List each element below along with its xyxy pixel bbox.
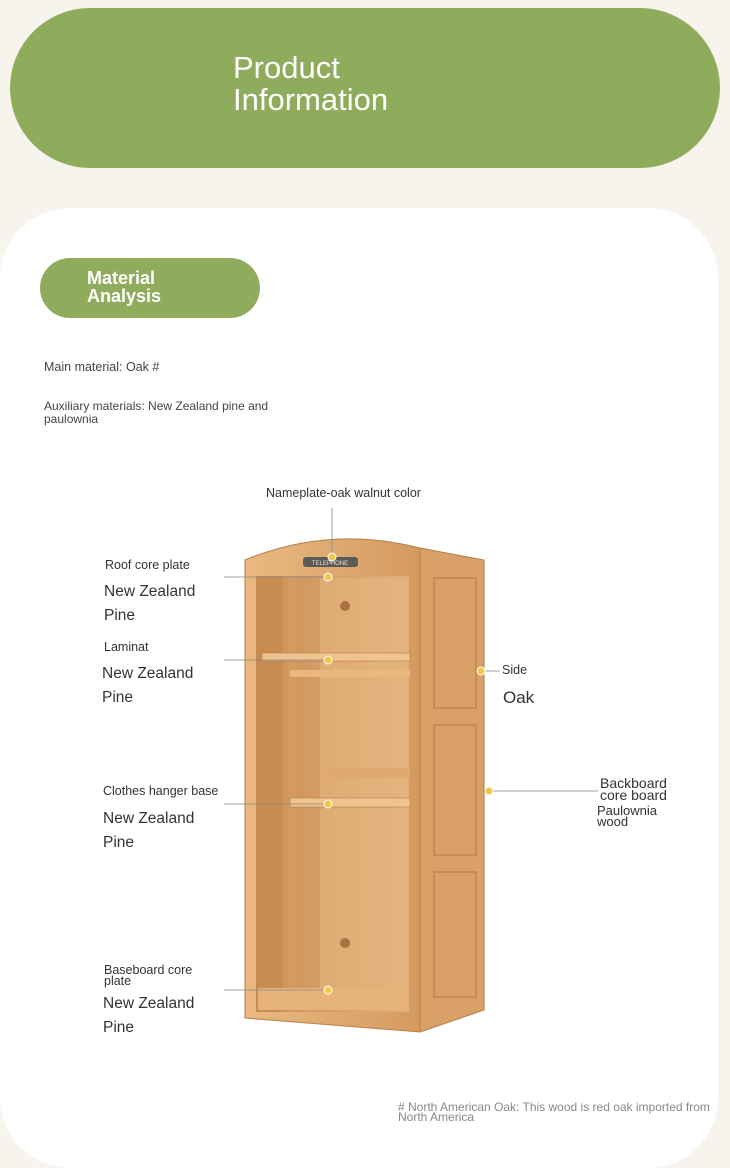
side-label: Side <box>502 663 528 677</box>
side-material: Oak <box>503 688 535 707</box>
nameplate-label: Nameplate-oak walnut color <box>266 486 421 500</box>
hanger-material: New Zealand Pine <box>103 810 195 851</box>
laminat-label: Laminat <box>104 640 149 654</box>
marker-roof <box>324 573 332 581</box>
roof-label: Roof core plate <box>105 558 190 572</box>
marker-laminat <box>324 656 332 664</box>
section-title: Material Analysis <box>87 268 162 306</box>
baseboard-material: New Zealand Pine <box>103 995 195 1036</box>
auxiliary-material-text: Auxiliary materials: New Zealand pine and paulownia <box>44 399 269 426</box>
roof-material: New Zealand Pine <box>104 583 196 624</box>
nameplate-text: TELEPHONE <box>311 561 349 567</box>
hanger-label: Clothes hanger base <box>103 784 219 798</box>
footnote: # North American Oak: This wood is red oak imported from North America <box>398 1100 710 1124</box>
baseboard-label: Baseboard core plate <box>104 963 193 988</box>
page-title: Product Information <box>233 50 389 117</box>
main-material-text: Main material: Oak # <box>44 360 160 374</box>
backboard-material: Paulownia wood <box>597 803 657 829</box>
laminat-material: New Zealand Pine <box>102 665 194 706</box>
marker-hanger <box>324 800 332 808</box>
marker-baseboard <box>324 986 332 994</box>
marker-nameplate <box>328 553 336 561</box>
backboard-label: Backboard core board <box>600 775 667 803</box>
marker-backboard <box>485 787 493 795</box>
marker-side <box>477 667 485 675</box>
